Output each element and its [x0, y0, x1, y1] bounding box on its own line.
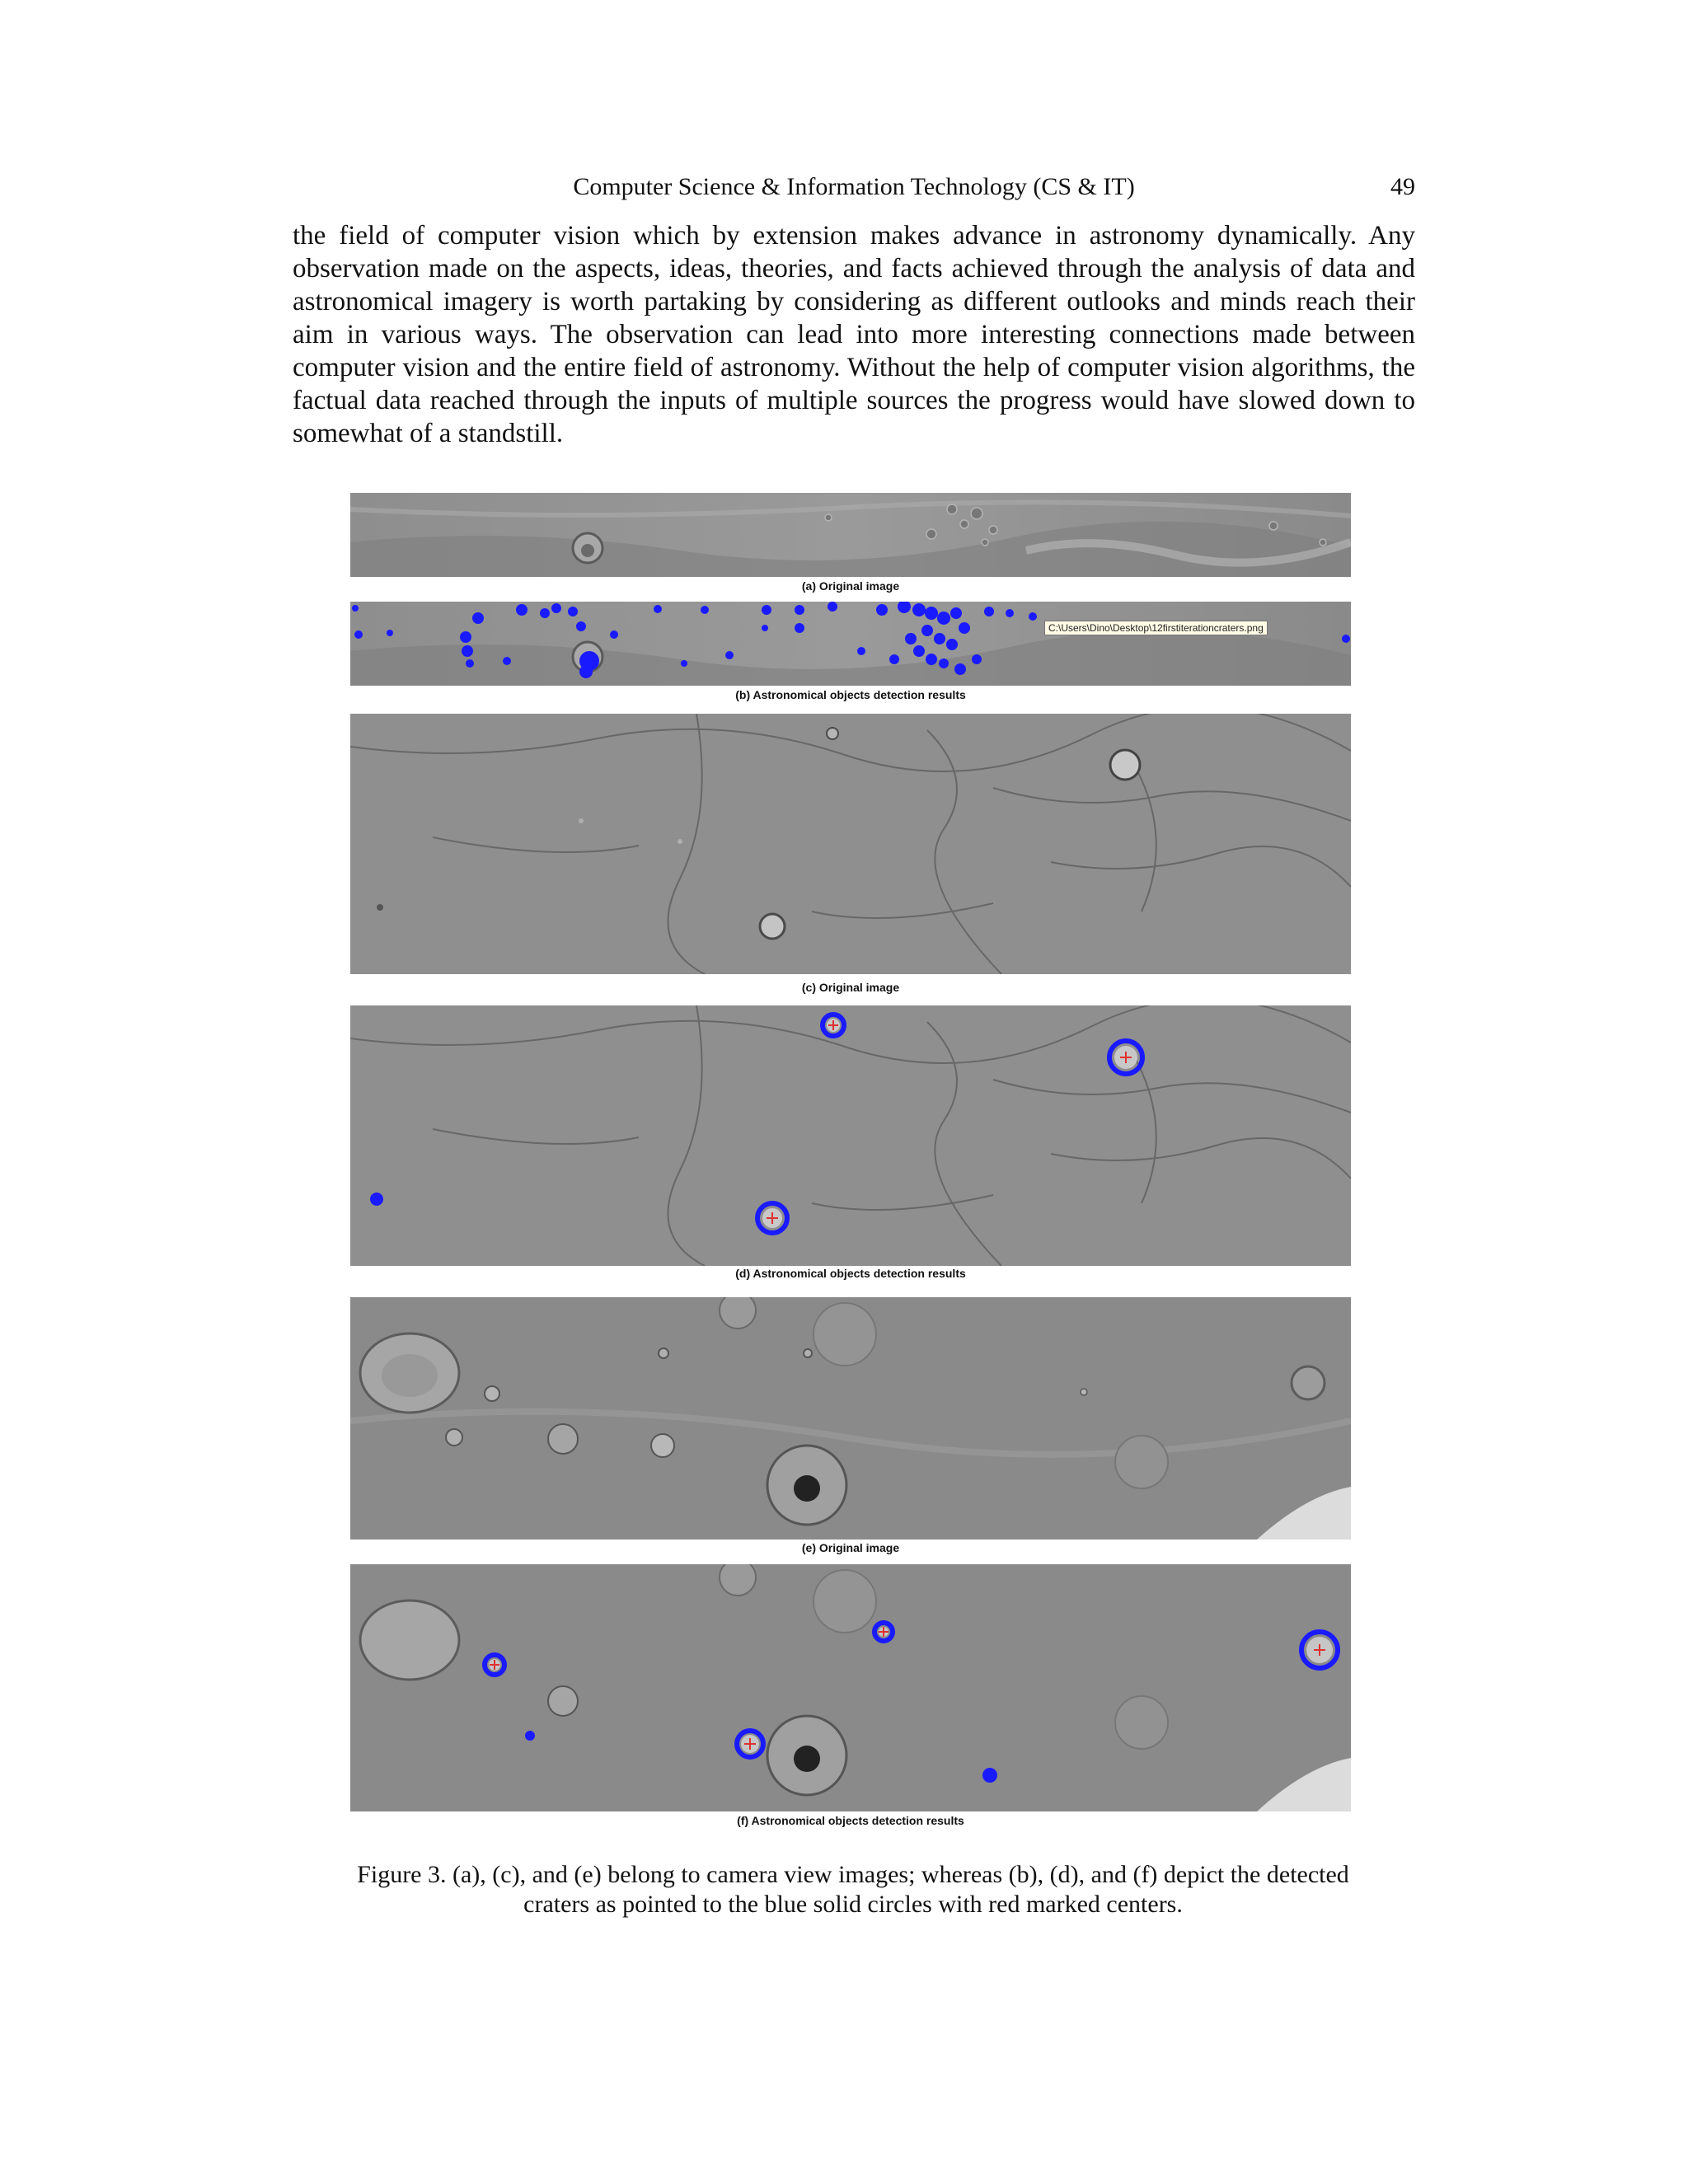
figure-panel-e-image	[350, 1297, 1351, 1540]
running-header	[293, 173, 1415, 206]
panel-d-label: (d) Astronomical objects detection results	[735, 1267, 966, 1280]
figure-panel-c-image	[350, 714, 1351, 974]
file-path-tooltip: C:\Users\Dino\Desktop\12firstiterationcraters.png	[1044, 621, 1268, 635]
panel-b-label: (b) Astronomical objects detection results	[735, 688, 966, 701]
journal-title: Computer Science & Information Technology (CS & IT)	[573, 173, 1135, 200]
caption-line-1: Figure 3. (a), (c), and (e) belong to camera view images; whereas (b), (d), and (f) depict the detected	[357, 1861, 1349, 1888]
panel-c-label: (c) Original image	[801, 981, 900, 994]
panel-f-label: (f) Astronomical objects detection results	[737, 1814, 964, 1827]
figure-panel-a-image	[350, 493, 1351, 577]
figure-caption	[313, 1860, 1393, 1919]
figure-panel-b-image	[350, 602, 1351, 686]
body-paragraph: the field of computer vision which by extension makes advance in astronomy dynamically. Any observation made on the aspects, ideas, theories, and facts achieved through the analysis of data and astronomical imagery is worth partaking by considering as different outlooks and minds reach their aim in various ways. The observation can lead into more interesting connections made between computer vision and the entire field of astronomy. Without the help of computer vision algorithms, the factual data reached through the inputs of multiple sources the progress would have slowed down to somewhat of a standstill.	[293, 221, 1415, 448]
panel-e-label: (e) Original image	[801, 1541, 900, 1554]
caption-line-2: craters as pointed to the blue solid circles with red marked centers.	[523, 1891, 1183, 1918]
figure-panel-f-image	[350, 1564, 1351, 1811]
figure-panel-d-image	[350, 1005, 1351, 1266]
panel-a-label: (a) Original image	[801, 579, 900, 593]
page-number: 49	[1390, 173, 1415, 200]
